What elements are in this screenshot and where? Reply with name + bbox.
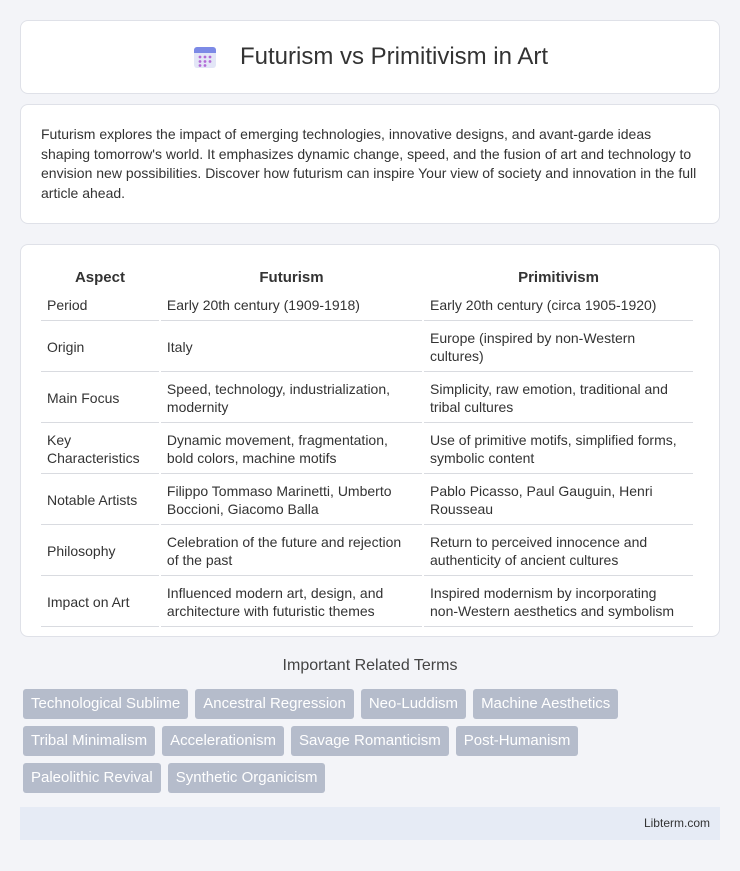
page-title: Futurism vs Primitivism in Art [239,43,548,70]
related-term-tag[interactable]: Synthetic Organicism [168,763,326,793]
related-term-tag[interactable]: Paleolithic Revival [23,763,161,793]
related-term-tag[interactable]: Savage Romanticism [291,726,449,756]
related-term-tag[interactable]: Tribal Minimalism [23,726,155,756]
row-primitivism: Inspired modernism by incorporating non-Western aesthetics and symbolism [424,578,693,627]
row-primitivism: Early 20th century (circa 1905-1920) [424,290,693,321]
row-aspect: Key Characteristics [41,425,159,474]
header-primitivism: Primitivism [518,269,599,286]
row-aspect: Main Focus [41,374,159,423]
table-row [41,425,693,474]
row-primitivism: Return to perceived innocence and authenticity of ancient cultures [424,527,693,576]
related-terms-list [23,689,723,793]
related-term-tag[interactable]: Ancestral Regression [195,689,354,719]
row-primitivism: Simplicity, raw emotion, traditional and tribal cultures [424,374,693,423]
row-primitivism: Europe (inspired by non-Western cultures) [424,323,693,372]
related-term-tag[interactable]: Neo-Luddism [361,689,466,719]
intro-card [20,104,720,224]
table-header-row [41,265,693,288]
related-term-tag[interactable]: Post-Humanism [456,726,579,756]
comparison-table-card [20,244,720,637]
row-aspect: Notable Artists [41,476,159,525]
header-futurism: Futurism [259,269,324,286]
row-futurism: Influenced modern art, design, and architecture with futuristic themes [161,578,422,627]
row-primitivism: Use of primitive motifs, simplified forms, symbolic content [424,425,693,474]
table-row [41,527,693,576]
row-futurism: Dynamic movement, fragmentation, bold colors, machine motifs [161,425,422,474]
footer-site-link[interactable]: Libterm.com [643,816,710,830]
row-aspect: Period [41,290,159,321]
row-futurism: Celebration of the future and rejection of the past [161,527,422,576]
related-term-tag[interactable]: Machine Aesthetics [473,689,618,719]
table-row [41,476,693,525]
table-row [41,290,693,321]
footer [20,807,720,840]
related-term-tag[interactable]: Accelerationism [162,726,284,756]
table-row [41,374,693,423]
row-futurism: Speed, technology, industrialization, modernity [161,374,422,423]
row-futurism: Early 20th century (1909-1918) [161,290,422,321]
row-aspect: Philosophy [41,527,159,576]
table-row [41,578,693,627]
row-aspect: Origin [41,323,159,372]
table-row [41,323,693,372]
row-futurism: Italy [161,323,422,372]
row-primitivism: Pablo Picasso, Paul Gauguin, Henri Rousseau [424,476,693,525]
header-card [20,20,720,94]
calendar-icon [192,44,218,70]
related-terms-title: Important Related Terms [282,657,458,674]
header-aspect: Aspect [74,269,125,286]
row-futurism: Filippo Tommaso Marinetti, Umberto Boccioni, Giacomo Balla [161,476,422,525]
related-term-tag[interactable]: Technological Sublime [23,689,188,719]
comparison-table [39,263,695,629]
intro-text: Futurism explores the impact of emerging technologies, innovative designs, and avant-garde ideas shaping tomorrow's world. It emphasizes dynamic change, speed, and the fusion of art and technology to envision new possibilities. Discover how futurism can inspire Your view of society and innovation in the full article ahead. [41,126,697,201]
row-aspect: Impact on Art [41,578,159,627]
